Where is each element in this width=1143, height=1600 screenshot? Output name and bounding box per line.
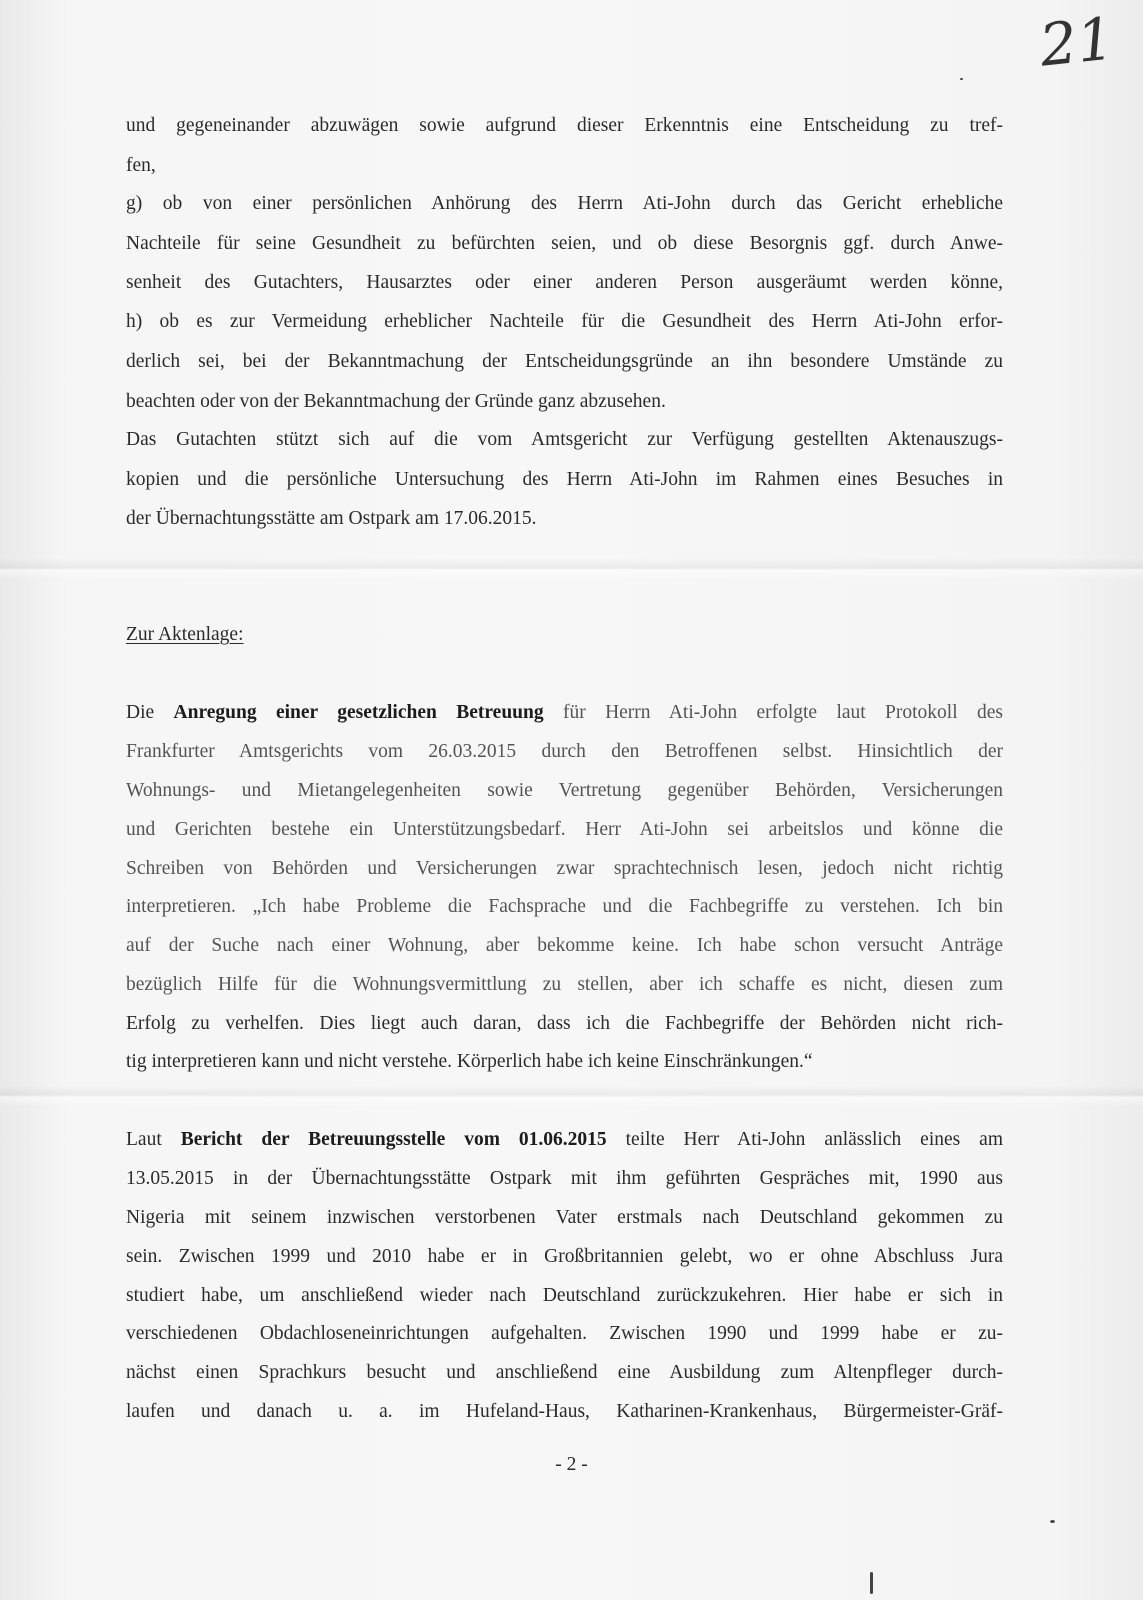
paper-fold	[0, 558, 1143, 580]
text-line: tig interpretieren kann und nicht verstehe. Körperlich habe ich keine Einschränkungen.“	[126, 1051, 813, 1072]
ink-speck	[960, 78, 963, 80]
text-line: bezüglich Hilfe für die Wohnungsvermittlung zu stellen, aber ich schaffe es nicht, diesen zum	[126, 974, 1003, 995]
text-line: Wohnungs- und Mietangelegenheiten sowie Vertretung gegenüber Behörden, Versicherungen	[126, 780, 1003, 801]
bold-term: Anregung einer gesetzlichen Betreuung	[173, 702, 544, 723]
text-segment: teilte Herr Ati-John anlässlich eines am	[606, 1129, 1003, 1150]
text-line: interpretieren. „Ich habe Probleme die Fachsprache und die Fachbegriffe zu verstehen. Ich bin	[126, 896, 1003, 917]
text-line: senheit des Gutachters, Hausarztes oder einer anderen Person ausgeräumt werden könne,	[126, 272, 1003, 293]
bold-term: Bericht der Betreuungsstelle vom 01.06.2015	[180, 1129, 607, 1150]
text-line: laufen und danach u. a. im Hufeland-Haus, Katharinen-Krankenhaus, Bürgermeister-Gräf-	[126, 1401, 1003, 1422]
text-line: und Gerichten bestehe ein Unterstützungsbedarf. Herr Ati-John sei arbeitslos und könne die	[126, 819, 1003, 840]
text-line: Nigeria mit seinem inzwischen verstorbenen Vater erstmals nach Deutschland gekommen zu	[126, 1207, 1003, 1228]
text-line: Das Gutachten stützt sich auf die vom Amtsgericht zur Verfügung gestellten Aktenauszugs-	[126, 429, 1003, 450]
text-segment: Laut	[126, 1129, 181, 1150]
text-segment: Die	[126, 702, 174, 723]
text-line	[126, 701, 1003, 725]
text-line: Nachteile für seine Gesundheit zu befürchten seien, und ob diese Besorgnis ggf. durch Anwe-	[126, 233, 1003, 254]
text-line: der Übernachtungsstätte am Ostpark am 17.06.2015.	[126, 508, 537, 529]
text-line: h) ob es zur Vermeidung erheblicher Nachteile für die Gesundheit des Herrn Ati-John erfor-	[126, 311, 1003, 332]
text-line: Erfolg zu verhelfen. Dies liegt auch daran, dass ich die Fachbegriffe der Behörden nicht rich-	[126, 1013, 1003, 1034]
text-line: kopien und die persönliche Untersuchung des Herrn Ati-John im Rahmen eines Besuches in	[126, 469, 1003, 490]
text-line: und gegeneinander abzuwägen sowie aufgrund dieser Erkenntnis eine Entscheidung zu tref-	[126, 115, 1003, 136]
text-segment: für Herrn Ati-John erfolgte laut Protokoll des	[543, 702, 1003, 723]
text-line: nächst einen Sprachkurs besucht und anschließend eine Ausbildung zum Altenpfleger durch-	[126, 1362, 1003, 1383]
handwritten-page-mark: 21	[1036, 4, 1118, 80]
text-line: sein. Zwischen 1999 und 2010 habe er in Großbritannien gelebt, wo er ohne Abschluss Jura	[126, 1246, 1003, 1267]
text-line: Schreiben von Behörden und Versicherungen zwar sprachtechnisch lesen, jedoch nicht richtig	[126, 858, 1003, 879]
paper-fold	[0, 1085, 1143, 1107]
text-line	[126, 1128, 1003, 1152]
text-line: studiert habe, um anschließend wieder nach Deutschland zurückzukehren. Hier habe er sich in	[126, 1285, 1003, 1306]
ink-speck	[1050, 1520, 1055, 1523]
text-line: derlich sei, bei der Bekanntmachung der Entscheidungsgründe an ihn besondere Umstände zu	[126, 351, 1003, 372]
page-number: - 2 -	[555, 1454, 588, 1475]
section-heading: Zur Aktenlage:	[126, 624, 244, 645]
text-line: verschiedenen Obdachloseneinrichtungen aufgehalten. Zwischen 1990 und 1999 habe er zu-	[126, 1323, 1003, 1344]
ink-mark	[870, 1572, 873, 1594]
text-line: Frankfurter Amtsgerichts vom 26.03.2015 durch den Betroffenen selbst. Hinsichtlich der	[126, 741, 1003, 762]
text-line: g) ob von einer persönlichen Anhörung des Herrn Ati-John durch das Gericht erhebliche	[126, 193, 1003, 214]
text-line: 13.05.2015 in der Übernachtungsstätte Ostpark mit ihm geführten Gespräches mit, 1990 aus	[126, 1168, 1003, 1189]
text-line: beachten oder von der Bekanntmachung der Gründe ganz abzusehen.	[126, 391, 666, 412]
text-line: fen,	[126, 155, 156, 176]
text-line: auf der Suche nach einer Wohnung, aber bekomme keine. Ich habe schon versucht Anträge	[126, 935, 1003, 956]
